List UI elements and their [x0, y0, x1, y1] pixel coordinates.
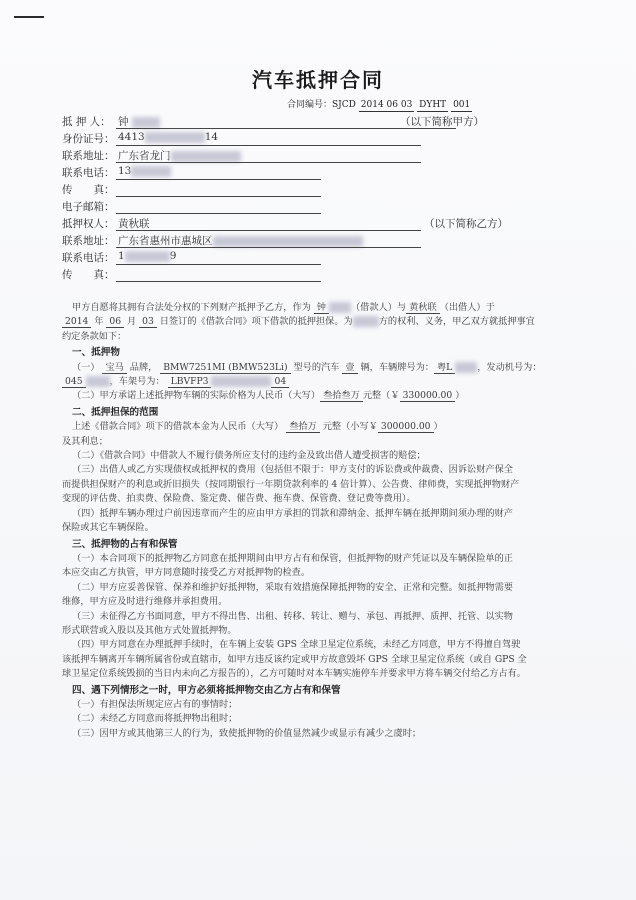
- mortgagor-address-label: 联系地址：: [62, 150, 115, 162]
- section-3-item-4: （四）甲方同意在办理抵押手续时，在车辆上安装 GPS 全球卫星定位系统，未经乙方同意，甲方不得擅自驾驶: [72, 639, 521, 651]
- mortgagor-fax-row: [62, 182, 502, 198]
- mortgagee-fax-label: 传 真：: [62, 269, 115, 281]
- mortgagor-email-label: 电子邮箱：: [62, 201, 115, 213]
- section-1-item-1: （一） 宝马 品牌， BMW7251MI (BMW523Li) 型号的汽车 壹 辆，车辆牌号为： 粤L ，发动机号为：: [72, 361, 542, 373]
- mortgagor-email-row: [62, 199, 502, 215]
- contract-number-label: 合同编号：SJCD: [287, 100, 356, 110]
- section-2-item-2: （二）《借款合同》中借款人不履行债务所应支付的违约金及致出借人遭受损害的赔偿；: [72, 450, 426, 462]
- mortgagee-address-row: [62, 233, 522, 249]
- section-2-item-1-cont: 及其利息；: [62, 435, 108, 447]
- section-2-item-3: （三）出借人或乙方实现债权或抵押权的费用（包括但不限于：甲方支付的诉讼费或仲裁费、因诉讼财产保全: [72, 464, 513, 476]
- mortgagee-phone-value: 1 9: [118, 250, 177, 262]
- mortgagor-phone-row: [62, 165, 502, 181]
- mortgagor-label: 抵 押 人：: [62, 116, 111, 128]
- section-3-heading: 三、抵押物的占有和保管: [72, 538, 178, 550]
- section-4-item-2: （二）未经乙方同意而将抵押物出租时；: [72, 713, 238, 725]
- section-3-item-3-cont: 形式联营或入股以及其他方式处置抵押物。: [62, 624, 237, 636]
- mortgagor-phone-label: 联系电话：: [62, 167, 115, 179]
- section-2-item-3-cont1: 而提供担保财产的利息或折旧损失（按同期银行一年期贷款利率的 4 倍计算）、公告费、律师费，实现抵押物财产: [62, 478, 520, 490]
- section-3-item-3: （三）未征得乙方书面同意，甲方不得出售、出租、转移、转让、赠与、承包、再抵押、质押、托管、以实物: [72, 610, 513, 622]
- mortgagor-row: [62, 114, 502, 130]
- contract-number-date: 2014 06 03: [360, 100, 413, 110]
- section-3-item-2: （二）甲方应妥善保管、保养和维护好抵押物，采取有效措施保障抵押物的安全、正常和完整。如抵押物需要: [72, 581, 513, 593]
- mortgagor-address-value: 广东省龙门: [118, 148, 241, 163]
- mortgagor-value: 钟: [118, 114, 160, 129]
- id-value: 4413 14: [118, 131, 219, 143]
- section-3-item-1: （一）本合同项下的抵押物乙方同意在抵押期间由甲方占有和保管，但抵押物的财产凭证以及车辆保险单的正: [72, 552, 513, 564]
- contract-number: [287, 97, 472, 112]
- mortgagee-label: 抵押权人：: [62, 218, 115, 230]
- mortgagor-note: （以下简称甲方）: [400, 116, 484, 128]
- mortgagor-address-row: [62, 148, 502, 164]
- section-3-item-4-cont1: 该抵押车辆离开车辆所属省份或直辖市，如甲方违反该约定或甲方故意毁坏 GPS 全球卫星定位系统（或自 GPS 全: [62, 653, 527, 665]
- section-2-item-4-cont: 保险或其它车辆保险。: [62, 522, 154, 534]
- document-title: 汽车抵押合同: [252, 68, 384, 92]
- mortgagor-fax-label: 传 真：: [62, 184, 115, 196]
- section-1-item-2: （二）甲方承诺上述抵押物车辆的实际价格为人民币（大写） 叁拾叁万 元整（￥ 330000.00 ）: [72, 390, 465, 402]
- section-2-item-1: 上述《借款合同》项下的借款本金为人民币（大写） 叁拾万 元整（小写￥ 300000.00 ）: [72, 421, 443, 433]
- mortgagee-phone-label: 联系电话：: [62, 252, 115, 264]
- mortgagee-phone-row: [62, 250, 502, 266]
- intro-line-2: 2014 年 06 月 03 日签订的《借款合同》项下借款的抵押担保。为 方的权利、义务，甲乙双方就抵押事宜: [62, 315, 582, 329]
- mortgagor-phone-value: 13: [118, 165, 171, 177]
- section-3-item-4-cont2: 球卫星定位系统毁损的当日内未向乙方报告的），乙方可随时对本车辆实施停车并要求甲方将车辆交付给乙方占有。: [62, 668, 526, 680]
- section-2-item-3-cont2: 变现的评估费、拍卖费、保险费、鉴定费、催告费、拖车费、保管费、登记费等费用）。: [62, 493, 416, 505]
- mortgagee-fax-row: [62, 267, 502, 283]
- top-mark: [14, 16, 44, 18]
- section-3-item-1-cont: 本应交由乙方执管，甲方同意随时接受乙方对抵押物的检查。: [62, 567, 311, 579]
- intro-line-1: 甲方自愿将其拥有合法处分权的下列财产抵押予乙方，作为 钟 （借款人）与 黄秋联 （出借人）于: [72, 302, 495, 313]
- section-4-heading: 四、遇下列情形之一时，甲方必须将抵押物交由乙方占有和保管: [72, 684, 341, 696]
- mortgagee-address-value: 广东省惠州市惠城区: [118, 233, 363, 248]
- section-4-item-3: （三）因甲方或其他第三人的行为，致使抵押物的价值显然减少或显示有减少之虞时；: [72, 727, 422, 739]
- intro-line-3: 约定条款如下：: [62, 330, 127, 342]
- contract-body: [62, 301, 582, 741]
- section-3-item-2-cont: 维修，甲方应及时进行维修并承担费用。: [62, 596, 228, 608]
- section-2-item-4: （四）抵押车辆办理过户前因违章而产生的应由甲方承担的罚款和滞纳金、抵押车辆在抵押期间须办理的财产: [72, 507, 513, 519]
- section-4-item-1: （一）有担保法所规定应占有的事情时；: [72, 698, 238, 710]
- contract-number-code: DYHT: [419, 100, 447, 110]
- contract-number-seq: 001: [453, 100, 471, 110]
- section-2-heading: 二、抵押担保的范围: [72, 406, 159, 418]
- id-label: 身份证号：: [62, 133, 115, 145]
- section-1-heading: 一、抵押物: [72, 347, 120, 359]
- mortgagee-value: 黄秋联: [118, 218, 150, 230]
- id-row: [62, 131, 502, 147]
- mortgagee-address-label: 联系地址：: [62, 235, 115, 247]
- section-1-item-1-cont: 045 ，车架号为： LBVFP3 04: [62, 375, 582, 389]
- mortgagee-note: （以下简称乙方）: [424, 218, 508, 230]
- mortgagee-row: [62, 216, 522, 232]
